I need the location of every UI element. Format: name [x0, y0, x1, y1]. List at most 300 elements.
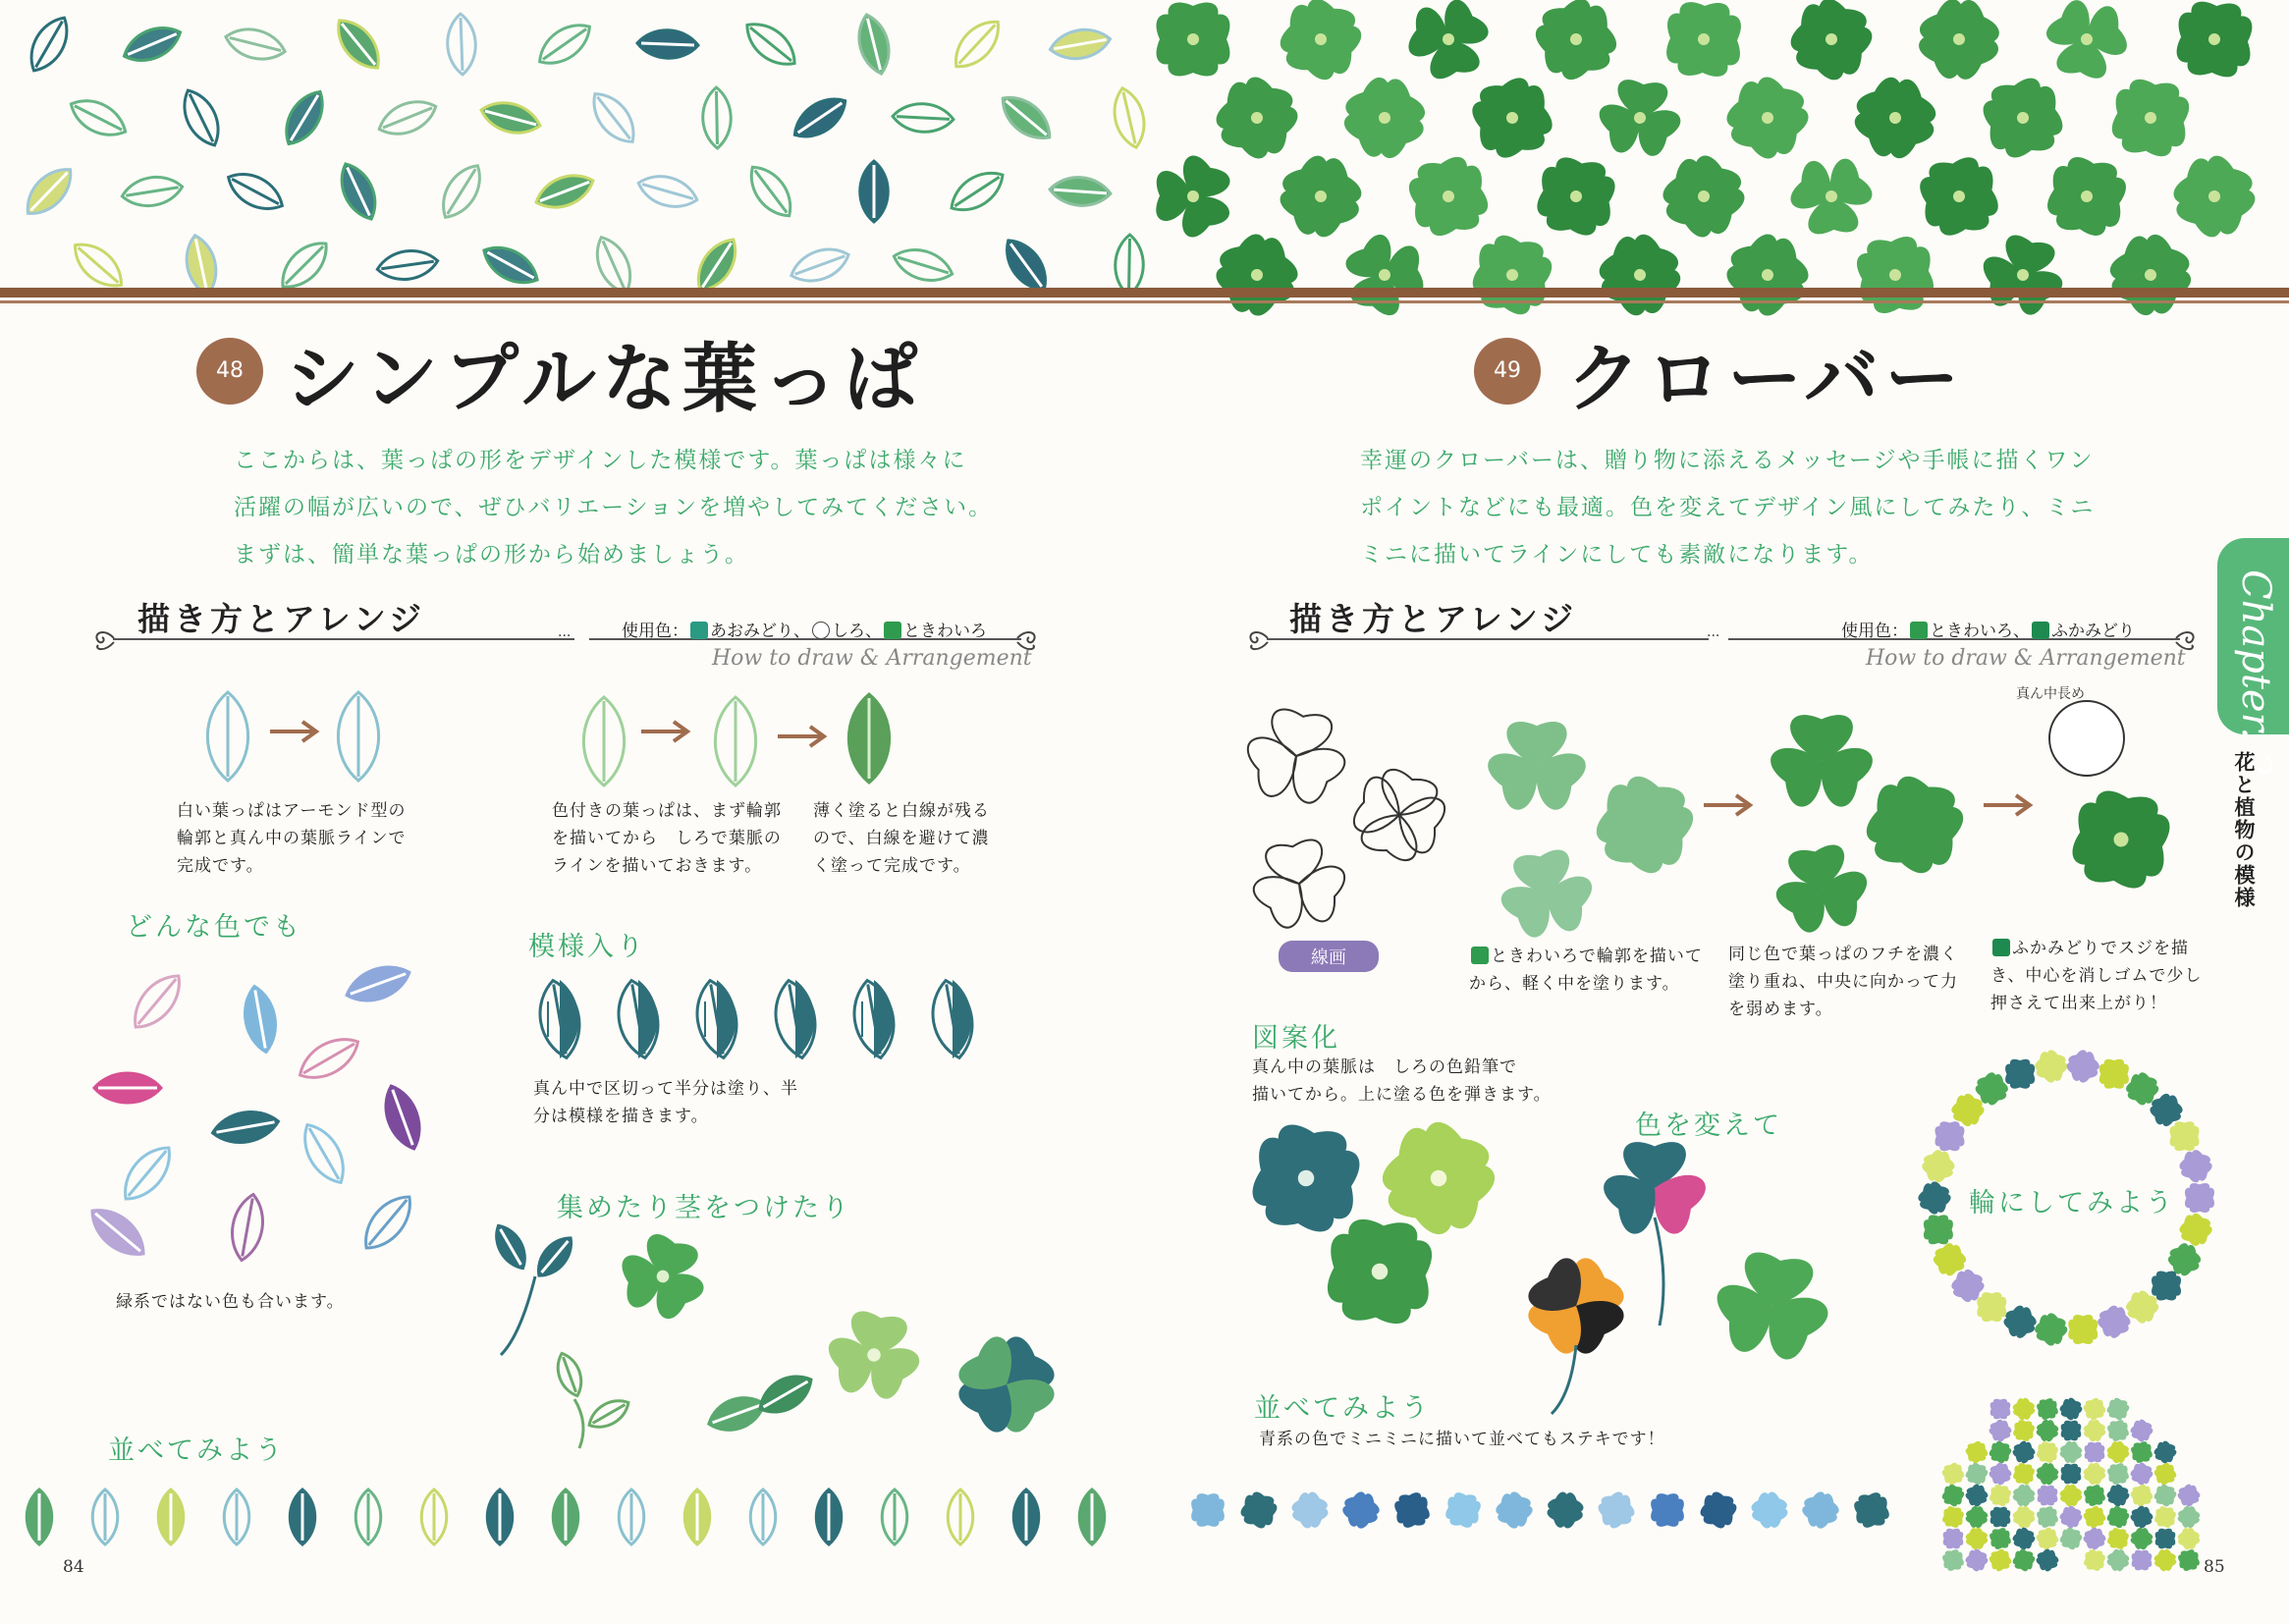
ornament-left-icon	[90, 625, 118, 655]
leaf-icon	[848, 694, 889, 783]
clover-icon	[2033, 1416, 2061, 1444]
patterned-leaves-illustration	[520, 972, 992, 1070]
clover-steps-illustration	[1232, 677, 2214, 933]
leaf-icon	[277, 84, 332, 151]
leaf-icon	[787, 89, 852, 146]
clover-icon	[2009, 1502, 2038, 1531]
clover-icon	[1940, 1483, 1966, 1508]
step-note-2: 同じ色で葉っぱのフチを濃く 塗り重ね、中央に向かって力 を弱めます。	[1728, 945, 1958, 1019]
subheading-pattern: 図案化	[1252, 1023, 1340, 1054]
leaf-icon	[552, 1350, 586, 1399]
clover-icon	[2155, 1529, 2176, 1549]
clover-icon	[2000, 1302, 2041, 1342]
leaf-icon	[531, 168, 598, 216]
clover-icon	[2085, 1442, 2105, 1463]
leaf-icon	[750, 1489, 776, 1544]
clover-icon	[1404, 152, 1493, 241]
leaf-icon	[377, 1081, 427, 1154]
leaf-sprigs-illustration	[481, 1227, 1070, 1453]
clover-icon	[2176, 1210, 2216, 1250]
leaf-icon	[92, 1489, 118, 1544]
step-note-2: 色付きの葉っぱは、まず輪郭 を描いてから しろで葉脈の ラインを描いておきます。	[552, 801, 782, 876]
clover-icon	[2130, 1440, 2153, 1464]
subheading-any-color: どんな色でも	[126, 912, 302, 943]
stem	[1552, 1345, 1576, 1414]
leaf-icon	[637, 29, 699, 60]
clover-icon	[2063, 1047, 2103, 1087]
leaf-icon	[553, 1489, 578, 1544]
clover-icon	[2057, 1395, 2085, 1423]
clover-icon	[1333, 66, 1437, 170]
clover-icon	[2081, 1525, 2108, 1552]
leaf-icon	[619, 1489, 644, 1544]
leaf-icon	[433, 158, 489, 225]
clover-icon	[1852, 1490, 1890, 1529]
leaf-icon	[210, 1107, 281, 1147]
clover-icon	[2185, 1183, 2214, 1213]
clover-icon	[2044, 153, 2131, 241]
leaf-icon	[338, 692, 378, 781]
leaf-icon	[290, 1489, 315, 1544]
clover-icon	[2068, 786, 2174, 893]
clover-icon	[1206, 224, 1307, 325]
leaf-icon	[1013, 1489, 1039, 1544]
clover-icon	[2105, 1396, 2131, 1422]
clover-icon	[2080, 1416, 2108, 1444]
clover-icon	[1325, 1217, 1435, 1326]
page-number-right: 85	[2204, 1557, 2225, 1577]
leaf-icon	[94, 1073, 161, 1103]
clover-icon	[1915, 1178, 1955, 1218]
clover-icon	[1592, 77, 1688, 162]
clover-icon	[1247, 1119, 1364, 1236]
clover-icon	[2056, 1437, 2085, 1466]
clover-icon	[1534, 154, 1619, 240]
clover-icon	[1964, 1439, 1989, 1465]
clover-icon	[1208, 69, 1307, 168]
intro-line: 活躍の幅が広いので、ぜひバリエーションを増やしてみてください。	[234, 495, 994, 520]
leaf-icon	[489, 1220, 532, 1274]
intro-line: 幸運のクローバーは、贈り物に添えるメッセージや手帳に描くワン	[1360, 448, 2095, 473]
clover-icon	[1243, 835, 1356, 937]
clover-icon	[2127, 1524, 2155, 1552]
used-colors: 使用色： あおみどり、 しろ、 ときわいろ	[622, 622, 987, 641]
clover-icon	[2036, 1505, 2059, 1529]
leaf-icon	[994, 87, 1059, 148]
clover-icon	[1466, 72, 1558, 164]
clover-icon	[1963, 1546, 1990, 1574]
ornament-left-icon	[1244, 625, 1272, 655]
clover-icon	[2132, 1550, 2153, 1571]
subheading-ring: 輪にしてみよう	[1969, 1188, 2175, 1218]
intro-line: まずは、簡単な葉っぱの形から始めましょう。	[234, 542, 749, 568]
clover-icon	[2128, 1503, 2155, 1531]
clover-icon	[1286, 1487, 1333, 1533]
clover-pattern-banner	[1144, 0, 2289, 290]
line-note: 青系の色でミニミニに描いて並べてもステキです！	[1259, 1430, 1665, 1449]
clover-icon	[2031, 1047, 2071, 1087]
clover-icon	[1746, 1487, 1792, 1533]
bubble-label: 真ん中長め	[2016, 686, 2085, 702]
clover-icon	[2005, 1059, 2035, 1089]
leaf-icon	[333, 158, 384, 225]
clover-icon	[1717, 225, 1818, 325]
leaf-icon	[18, 160, 81, 223]
subheading-line-left: 並べてみよう	[108, 1435, 285, 1466]
leaf-icon	[584, 85, 644, 150]
mini-clover-line-illustration	[1183, 1478, 1910, 1546]
clover-icon	[1988, 1547, 2013, 1573]
page-title: シンプルな葉っぱ	[285, 335, 925, 422]
leaf-icon	[753, 1367, 819, 1422]
clover-icon	[1703, 1245, 1841, 1371]
clover-icon	[2153, 1483, 2178, 1508]
leaf-icon	[65, 91, 132, 144]
clover-icon	[1492, 1488, 1537, 1533]
clover-icon	[1943, 1529, 1964, 1549]
intro-text	[234, 437, 993, 578]
clover-icon	[2151, 1545, 2179, 1574]
clover-icon	[2082, 1504, 2107, 1530]
pattern-note: 真ん中の葉脈は しろの色鉛筆で 描いてから。上に塗る色を弾きます。	[1252, 1057, 1552, 1105]
clover-icon	[2034, 1546, 2061, 1574]
chapter-caption: 花と植物の模様	[2232, 751, 2256, 909]
clover-icon	[1651, 1493, 1684, 1527]
page-title: クローバー	[1566, 335, 1966, 422]
clover-icon	[1134, 142, 1250, 254]
clover-icon	[1940, 1461, 1966, 1487]
leaf-icon	[816, 1489, 842, 1544]
any-color-note: 緑系ではない色も合います。	[116, 1292, 345, 1312]
clover-icon	[1491, 844, 1604, 947]
used-colors: 使用色： ときわいろ、 ふかみどり	[1841, 622, 2135, 641]
stem	[574, 1399, 583, 1448]
howto-subtitle-en: How to draw & Arrangement	[712, 646, 1032, 671]
clover-icon	[2080, 1459, 2108, 1488]
clover-icon	[2128, 1460, 2155, 1488]
clover-icon	[2058, 1526, 2084, 1551]
leaf-icon	[853, 11, 896, 77]
leaf-icon	[487, 1489, 513, 1544]
clover-icon	[1773, 139, 1886, 256]
leaf-fill	[874, 980, 894, 1058]
clover-icon	[1988, 1439, 2013, 1465]
leaf-icon	[207, 692, 247, 781]
stem	[1655, 1218, 1663, 1326]
clover-icon	[2099, 1059, 2129, 1089]
clover-icon	[2163, 145, 2265, 247]
leaf-fill	[717, 980, 736, 1058]
leaf-icon	[882, 1489, 907, 1544]
leaf-icon	[531, 16, 597, 74]
clover-icon	[2128, 1417, 2155, 1444]
clover-icon	[2061, 1421, 2082, 1441]
clover-icon	[2011, 1547, 2037, 1573]
intro-line: ここからは、葉っぱの形をデザインした模様です。葉っぱは様々に	[234, 448, 967, 473]
subheading-pattern: 模様入り	[528, 932, 646, 962]
colored-leaves-illustration	[79, 943, 471, 1276]
leaf-icon	[1048, 26, 1113, 64]
clover-icon	[2012, 1462, 2036, 1486]
clover-icon	[2105, 1504, 2131, 1530]
clover-icon	[1989, 1484, 2012, 1507]
clover-icon	[1858, 768, 1971, 881]
clover-icon	[2036, 1397, 2059, 1421]
stem	[501, 1276, 535, 1355]
clover-icon	[944, 1322, 1068, 1446]
leaf-icon	[946, 13, 1008, 77]
clover-icon	[2153, 1461, 2178, 1487]
clover-icon	[2033, 1459, 2061, 1488]
section-number-badge: 48	[196, 338, 263, 405]
clover-icon	[2103, 1545, 2132, 1574]
clover-icon	[1907, 0, 2011, 91]
clover-icon	[2009, 1481, 2038, 1509]
page-number-left: 84	[63, 1557, 84, 1577]
clover-icon	[2036, 1440, 2059, 1464]
leaf-icon	[342, 958, 414, 1008]
clover-icon	[1977, 1292, 2006, 1322]
clover-icon	[1653, 145, 1755, 247]
clover-icon	[1468, 231, 1557, 320]
howto-heading: 描き方とアレンジ	[137, 600, 426, 638]
clover-icon	[1392, 1490, 1431, 1529]
subheading-change-color: 色を変えて	[1635, 1110, 1782, 1141]
intro-line: ミニに描いてラインにしても素敵になります。	[1360, 542, 1874, 568]
clover-icon	[2083, 1548, 2106, 1572]
clover-icon	[1338, 225, 1428, 325]
leaf-icon	[738, 14, 803, 74]
clover-icon	[1665, 1, 1741, 77]
brown-rule	[0, 288, 2289, 298]
clover-icon	[1766, 839, 1879, 942]
clover-icon	[2109, 77, 2193, 160]
clover-icon	[1338, 1488, 1384, 1533]
clover-icon	[1717, 68, 1818, 168]
clover-icon	[1990, 1399, 2011, 1420]
divider	[113, 638, 574, 640]
clover-icon	[1588, 768, 1701, 881]
clover-icon	[2175, 0, 2254, 79]
leaf-icon	[120, 173, 185, 210]
leaf-icon	[860, 161, 889, 222]
clover-icon	[1529, 0, 1624, 86]
clover-icon	[1963, 1482, 1990, 1509]
clover-icon	[2035, 0, 2136, 94]
tokiwa-swatch-icon	[884, 622, 901, 639]
brown-rule-thin	[0, 300, 2289, 303]
clover-icon	[1589, 224, 1692, 327]
leaf-fill	[560, 980, 579, 1058]
aomidori-swatch-icon	[690, 622, 708, 639]
stylized-clovers-illustration	[1237, 1119, 1846, 1414]
clover-icon	[1987, 1460, 2014, 1488]
clover-icon	[2056, 1481, 2085, 1509]
clover-icon	[2174, 1502, 2203, 1531]
leaf-icon	[1049, 176, 1112, 208]
leaf-icon	[355, 1187, 421, 1257]
clover-icon	[1542, 1487, 1588, 1533]
leaf-icon	[447, 14, 477, 76]
clover-icon	[2152, 1438, 2179, 1466]
subheading-line-right: 並べてみよう	[1254, 1393, 1431, 1424]
leaf-icon	[477, 239, 544, 293]
leaf-icon	[892, 102, 954, 134]
clover-icon	[1964, 1461, 1989, 1487]
clover-icon	[1990, 1507, 2011, 1528]
clover-icon	[1941, 1505, 1965, 1529]
clover-icon	[2061, 1464, 2082, 1485]
clover-icon	[2174, 1524, 2203, 1552]
clover-icon	[1273, 0, 1369, 87]
clover-icon	[1962, 1502, 1990, 1531]
clover-icon	[2083, 1484, 2106, 1507]
leaf-icon	[227, 1192, 267, 1263]
clover-icon	[2170, 1121, 2200, 1151]
clover-icon	[2012, 1419, 2036, 1442]
clover-icon	[1444, 1490, 1482, 1529]
leaf-icon	[421, 1489, 447, 1544]
clover-icon	[2175, 1482, 2203, 1509]
leaf-fill	[953, 980, 972, 1058]
spread: 48 シンプルな葉っぱ ここからは、葉っぱの形をデザインした模様です。葉っぱは様々に 活躍の幅が広いので、ぜひバリエーションを増やしてみてください。 まずは、簡単な葉っぱの形から始めましょう。 描き方とアレンジ ··· 使用色： あおみどり、 しろ、 ときわいろ How to draw & Arrangement 白い葉っぱはアーモンド型の 輪郭と真ん中の葉脈ラインで 完成です。 色付きの葉っぱは、まず輪郭 を描いてから しろで葉脈の ラインを描いておきます。 薄く塗ると白線が残る ので、白線を避けて濃 く塗って完成です。 どんな色でも 緑系ではない色も合います。 模様入り 真ん中で区切って半分は塗り、半 分は模様を描きます。 集めたり茎をつけたり 並べてみよう 84 49 クローバー 幸運のクローバーは、贈り物に添えるメッセージや手帳に描くワン ポイントなどにも最適。色を変えてデザイン風にしてみたり、ミニ ミニに描いてラインにしても素敵になります。 描き方とアレンジ ··· 使用色： ときわいろ、 ふかみどり How to draw & Arrangement 真ん中長め 線画 ときわいろで輪郭を描いて から、軽く中を塗ります。 同じ色で葉っぱのフチを濃く 塗り重ね、中央に向かって力 を弱めます。 ふかみどりでスジを描 き、中心を消しゴムで少し 押さえて出来上がり！ 図案化 真ん中の葉脈は しろの色鉛筆で 描いてから。上に塗る色を弾きます。 色を変えて 輪にしてみよう 並べてみよう 青系の色でミニミニに描いて並べてもステキです！ 85 Chapter. 2 花と植物の模様	[0, 0, 2289, 1624]
clover-icon	[1237, 1489, 1280, 1531]
leaf-icon	[82, 1200, 152, 1266]
clover-icon	[1235, 703, 1356, 812]
step-note-3: 薄く塗ると白線が残る ので、白線を避けて濃 く塗って完成です。	[813, 801, 990, 876]
clover-icon	[2057, 1503, 2085, 1531]
divider	[1267, 638, 1709, 640]
clover-icon	[2106, 1419, 2130, 1442]
leaf-icon	[115, 1138, 181, 1208]
leaf-pattern-banner	[0, 0, 1144, 290]
leaf-icon	[66, 235, 130, 296]
clover-icon	[1935, 1121, 1964, 1151]
step-note-1: ときわいろで輪郭を描いて から、軽く中を塗ります。	[1469, 947, 1703, 994]
leaf-icon	[176, 84, 228, 151]
intro-line: ポイントなどにも最適。色を変えてデザイン風にしてみたり、ミニ	[1360, 495, 2096, 520]
clover-icon	[1987, 1417, 2014, 1444]
leaf-icon	[119, 20, 186, 69]
leaf-icon	[222, 165, 289, 218]
clover-icon	[817, 1306, 930, 1408]
leaf-icon	[477, 96, 543, 139]
leaf-icon	[704, 1390, 770, 1438]
clover-icon	[2129, 1483, 2154, 1508]
leaf-line-illustration	[10, 1478, 1139, 1556]
clover-icon	[1157, 3, 1230, 77]
leaf-steps-illustration	[0, 677, 1144, 805]
leaf-icon	[944, 163, 1010, 220]
howto-subtitle-en: How to draw & Arrangement	[1866, 646, 2186, 671]
clover-icon	[2031, 1310, 2071, 1350]
clover-icon	[1595, 1489, 1637, 1531]
clover-icon	[2176, 1146, 2216, 1186]
clover-icon	[2106, 1462, 2130, 1486]
leaf-icon	[158, 1489, 184, 1544]
clover-icon	[1346, 762, 1452, 868]
clover-icon	[1270, 145, 1373, 248]
clover-icon	[2098, 223, 2202, 326]
clover-icon	[2177, 1548, 2201, 1572]
clover-icon	[1962, 1524, 1990, 1552]
leaf-icon	[240, 984, 280, 1055]
leaf-icon	[890, 243, 956, 287]
leaf-icon	[715, 697, 755, 785]
leaf-icon	[1115, 235, 1144, 296]
shiro-swatch-icon	[812, 622, 830, 639]
leaf-icon	[684, 1489, 710, 1544]
leaf-icon	[1079, 1489, 1105, 1544]
leaf-icon	[328, 12, 388, 77]
clover-icon	[1969, 228, 2075, 326]
clover-icon	[1191, 1493, 1225, 1527]
section-number-badge: 49	[1474, 338, 1541, 405]
leaf-icon	[583, 697, 624, 785]
clover-icon	[2106, 1527, 2130, 1550]
leaf-icon	[222, 24, 288, 66]
leaf-icon	[634, 170, 700, 213]
leaf-icon	[741, 159, 800, 225]
subheading-gather: 集めたり茎をつけたり	[557, 1193, 851, 1223]
line-art-label: 線画	[1279, 941, 1379, 972]
intro-text	[1360, 437, 2095, 578]
leaf-fill	[638, 980, 658, 1058]
clover-icon	[1843, 66, 1946, 169]
clover-icon	[1978, 73, 2068, 163]
leaf-icon	[22, 11, 77, 78]
clover-icon	[1924, 1215, 1953, 1244]
clover-heart-illustration	[1920, 1394, 2214, 1581]
step-note-1: 白い葉っぱはアーモンド型の 輪郭と真ん中の葉脈ラインで 完成です。	[177, 801, 407, 876]
clover-icon	[2010, 1525, 2038, 1552]
clover-icon	[1941, 1548, 1965, 1572]
howto-heading: 描き方とアレンジ	[1289, 600, 1578, 638]
leaf-icon	[948, 1489, 973, 1544]
leaf-icon	[702, 87, 732, 148]
clover-icon	[1798, 1488, 1843, 1533]
clover-icon	[1918, 1146, 1958, 1186]
leaf-icon	[374, 93, 441, 142]
chapter-tab-label: Chapter. 2	[2233, 569, 2278, 778]
leaf-icon	[295, 1117, 354, 1190]
clover-icon	[2104, 1482, 2132, 1509]
leaf-icon	[530, 1231, 578, 1283]
clover-icon	[1782, 0, 1880, 88]
clover-icon	[1767, 715, 1878, 811]
fukamidori-swatch-icon	[2032, 622, 2049, 639]
clover-icon	[2010, 1438, 2038, 1466]
leaf-icon	[27, 1489, 52, 1544]
leaf-icon	[787, 242, 853, 289]
leaf-fill	[795, 980, 815, 1058]
tokiwa-swatch-icon	[1471, 947, 1489, 964]
clover-icon	[2068, 1315, 2098, 1344]
leaf-icon	[224, 1489, 249, 1544]
pattern-note: 真ん中で区切って半分は塗り、半 分は模様を描きます。	[533, 1079, 798, 1126]
clover-icon	[2035, 1526, 2060, 1551]
clover-icon	[1389, 0, 1505, 99]
clover-icon	[1916, 153, 2002, 240]
clover-icon	[2103, 1437, 2132, 1466]
clover-icon	[1484, 722, 1590, 814]
clover-icon	[1854, 234, 1935, 315]
leaf-icon	[125, 966, 191, 1036]
leaf-icon	[584, 1393, 633, 1434]
leaf-icon	[355, 1489, 381, 1544]
speech-bubble-icon	[2049, 701, 2124, 776]
clover-icon	[2082, 1396, 2107, 1422]
